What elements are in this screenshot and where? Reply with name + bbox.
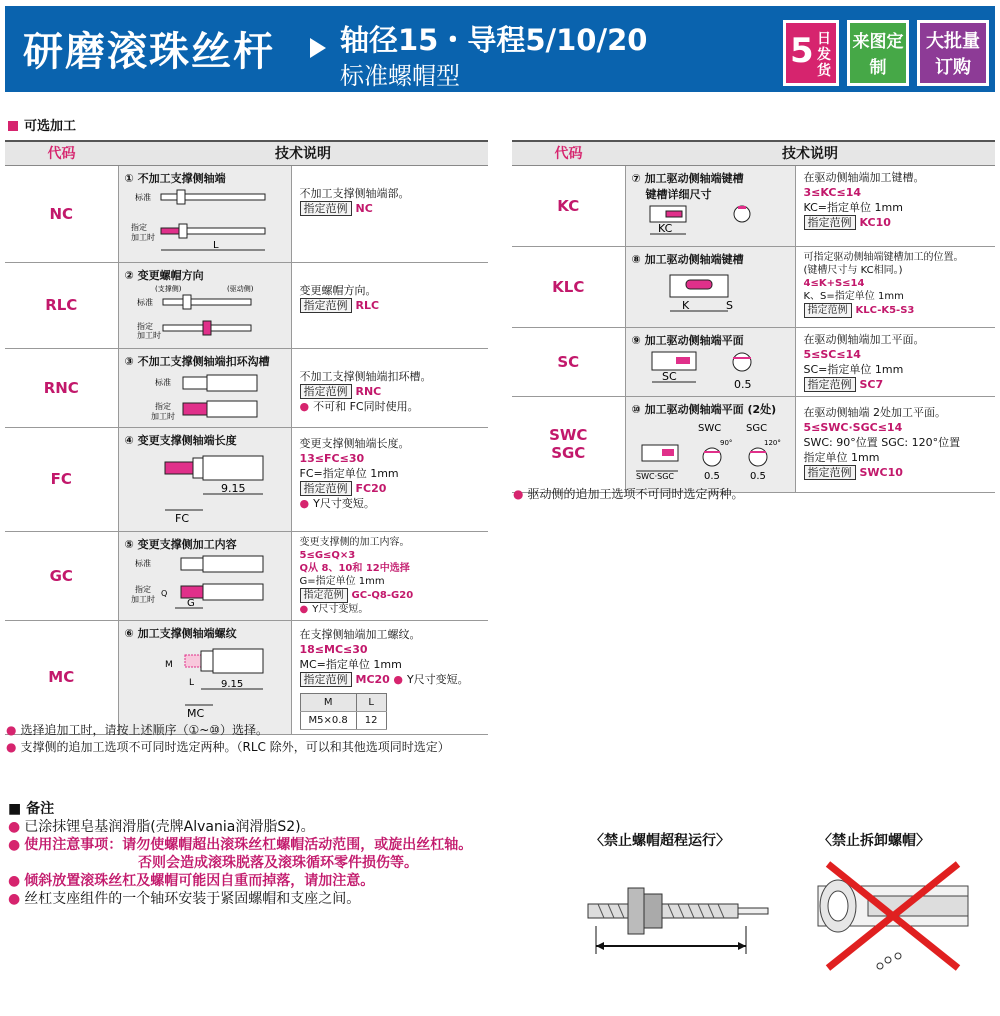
- option-figure: [118, 427, 291, 531]
- option-description: 在驱动侧轴端加工平面。 5≤SC≤14 SC=指定单位 1mm 指定范例 SC7: [795, 327, 995, 396]
- rlc-diagram: [125, 283, 285, 341]
- page-title: 研磨滚珠丝杆: [23, 29, 275, 75]
- option-figure: [118, 262, 291, 348]
- table-row: [5, 348, 488, 427]
- option-code: MC: [5, 620, 118, 734]
- option-figure: [118, 348, 291, 427]
- svg-text:G: G: [186, 597, 195, 609]
- svg-text:0.5: 0.5: [749, 470, 766, 482]
- option-code: FC: [5, 427, 118, 531]
- table-row: [512, 396, 995, 492]
- svg-text:(支撑侧): (支撑侧): [154, 284, 181, 293]
- svg-text:加工时: 加工时: [130, 232, 155, 242]
- option-code: RNC: [5, 348, 118, 427]
- kc-diagram: [632, 202, 782, 242]
- col-desc-header: 技术说明: [625, 141, 995, 165]
- page-subtitle-spec: 轴径15・导程5/10/20: [340, 23, 648, 57]
- table-row: [5, 620, 488, 734]
- table-row: [5, 427, 488, 531]
- option-description: 不加工支撑侧轴端部。 指定范例 NC: [291, 165, 488, 262]
- square-bullet-icon: [8, 121, 18, 131]
- list-item: 否则会造成滚珠脱落及滚珠循环零件损伤等。: [138, 855, 418, 871]
- col-desc-header: 技术说明: [118, 141, 488, 165]
- figure-title: ⑦ 加工驱动侧轴端键槽: [631, 171, 744, 185]
- nc-diagram: [125, 186, 285, 258]
- fc-diagram: [125, 448, 285, 526]
- warning-overtravel-title: 〈禁止螺帽超程运行〉: [590, 833, 730, 849]
- svg-text:9.15: 9.15: [220, 481, 245, 495]
- option-description: 变更支撑侧轴端长度。 13≤FC≤30 FC=指定单位 1mm 指定范例 FC20 ● Y尺寸变短。: [291, 427, 488, 531]
- option-figure: [118, 165, 291, 262]
- remarks-title: ■ 备注: [8, 801, 55, 817]
- col-code-header: 代码: [5, 141, 118, 165]
- figure-title: ② 变更螺帽方向: [124, 268, 204, 282]
- table-row: [512, 246, 995, 327]
- option-figure: [625, 165, 795, 246]
- badge-5day-label: 日发货: [817, 31, 831, 79]
- svg-text:SGC: SGC: [745, 422, 767, 434]
- figure-title: ⑥ 加工支撑侧轴端螺纹: [124, 626, 237, 640]
- disassembly-illustration: [808, 856, 978, 976]
- svg-text:指定: 指定: [130, 222, 147, 232]
- svg-text:M: M: [164, 659, 173, 670]
- svg-text:指定: 指定: [136, 321, 153, 331]
- table-row: [512, 165, 995, 246]
- svg-text:K: K: [681, 298, 689, 312]
- table-row: [5, 165, 488, 262]
- svg-text:SWC·SGC: SWC·SGC: [635, 471, 674, 481]
- list-item: ● 丝杠支座组件的一个轴环安装于紧固螺帽和支座之间。: [8, 891, 361, 907]
- svg-text:120°: 120°: [763, 438, 781, 447]
- svg-text:指定: 指定: [134, 584, 151, 594]
- mc-diagram: [125, 641, 285, 719]
- figure-title: ⑤ 变更支撑侧加工内容: [124, 537, 237, 551]
- list-item: ● 选择追加工时，请按上述顺序（①~⑩）选择。: [6, 723, 269, 737]
- option-code: SC: [512, 327, 625, 396]
- option-code: RLC: [5, 262, 118, 348]
- figure-title: ⑩ 加工驱动侧轴端平面 (2处): [631, 402, 777, 416]
- remarks-section: [8, 800, 472, 908]
- option-figure: [625, 327, 795, 396]
- option-description: 变更支撑侧的加工内容。 5≤G≤Q×3 Q从 8、10和 12中选择 G=指定单位 1mm 指定范例 GC-Q8-G20 ● Y尺寸变短。: [291, 531, 488, 620]
- rnc-diagram: [125, 369, 285, 423]
- swc-sgc-diagram: [632, 417, 782, 487]
- table-row: [5, 531, 488, 620]
- option-description: 可指定驱动侧轴端键槽加工的位置。 (键槽尺寸与 KC相同。) 4≤K+S≤14 K、S=指定单位 1mm 指定范例 KLC-K5-S3: [795, 246, 995, 327]
- mc-thread-table: M L M5×0.8 12: [300, 693, 387, 730]
- svg-text:L: L: [188, 677, 194, 688]
- badge-5day-shipping: [783, 20, 839, 86]
- badge-custom: 来图定制: [847, 20, 909, 86]
- svg-text:SC: SC: [661, 369, 677, 383]
- option-description: 在驱动侧轴端 2处加工平面。 5≤SWC·SGC≤14 SWC: 90°位置 SGC: 120°位置 指定单位 1mm 指定范例 SWC10: [795, 396, 995, 492]
- svg-text:90°: 90°: [719, 438, 732, 447]
- option-code: GC: [5, 531, 118, 620]
- section-title: 可选加工: [8, 115, 76, 134]
- option-figure: [625, 246, 795, 327]
- table-row: [512, 327, 995, 396]
- sc-diagram: [632, 348, 782, 392]
- option-description: 在支撑侧轴端加工螺纹。 18≤MC≤30 MC=指定单位 1mm 指定范例 MC20 ● Y尺寸变短。 M L M5×0.8 12: [291, 620, 488, 734]
- right-note: ● 驱动侧的追加工选项不可同时选定两种。: [513, 487, 744, 501]
- option-description: 在驱动侧轴端加工键槽。 3≤KC≤14 KC=指定单位 1mm 指定范例 KC10: [795, 165, 995, 246]
- svg-text:SWC: SWC: [697, 422, 721, 434]
- svg-text:9.15: 9.15: [220, 678, 243, 690]
- list-item: ● 使用注意事项：请勿使螺帽超出滚珠丝杠螺帽活动范围，或旋出丝杠轴。: [8, 837, 473, 853]
- figure-title: ⑧ 加工驱动侧轴端键槽: [631, 252, 744, 266]
- svg-text:标准: 标准: [154, 377, 171, 387]
- klc-diagram: [632, 267, 782, 321]
- col-code-header: 代码: [512, 141, 625, 165]
- svg-text:标准: 标准: [134, 192, 151, 202]
- option-figure: [118, 531, 291, 620]
- list-item: ● 倾斜放置滚珠丝杠及螺帽可能因自重而掉落，请加注意。: [8, 873, 375, 889]
- svg-text:加工时: 加工时: [150, 411, 175, 421]
- svg-text:0.5: 0.5: [703, 470, 720, 482]
- svg-text:(驱动侧): (驱动侧): [226, 284, 253, 293]
- left-options-table: [5, 140, 488, 735]
- svg-text:指定: 指定: [154, 401, 171, 411]
- svg-text:L: L: [212, 239, 219, 251]
- figure-title: ① 不加工支撑侧轴端: [124, 171, 226, 185]
- page-subtitle-type: 标准螺帽型: [340, 62, 460, 90]
- option-code: KLC: [512, 246, 625, 327]
- option-figure: [625, 396, 795, 492]
- option-description: 不加工支撑侧轴端扣环槽。 指定范例 RNC ● 不可和 FC同时使用。: [291, 348, 488, 427]
- list-item: ● 支撑侧的追加工选项不可同时选定两种。（RLC 除外，可以和其他选项同时选定）: [6, 740, 450, 754]
- figure-title: ④ 变更支撑侧轴端长度: [124, 433, 237, 447]
- list-item: ● 已涂抹锂皂基润滑脂(壳牌Alvania润滑脂S2)。: [8, 819, 315, 835]
- svg-text:0.5: 0.5: [733, 377, 751, 391]
- gc-diagram: [125, 552, 285, 612]
- option-code: SWC SGC: [512, 396, 625, 492]
- warning-disassembly-title: 〈禁止拆卸螺帽〉: [818, 833, 930, 849]
- table-row: [5, 262, 488, 348]
- svg-text:标准: 标准: [134, 558, 151, 568]
- option-description: 变更螺帽方向。 指定范例 RLC: [291, 262, 488, 348]
- svg-text:FC: FC: [174, 511, 189, 525]
- badge-5day-number: 5: [790, 31, 814, 71]
- svg-text:MC: MC: [186, 706, 204, 719]
- figure-title: ⑨ 加工驱动侧轴端平面: [631, 333, 744, 347]
- left-notes: [6, 722, 450, 756]
- svg-text:S: S: [725, 298, 733, 312]
- svg-text:加工时: 加工时: [130, 594, 155, 604]
- arrow-right-icon: [310, 38, 326, 58]
- option-figure: [118, 620, 291, 734]
- badge-bulk-order: 大批量订购: [917, 20, 989, 86]
- figure-subtitle: 键槽详细尺寸: [645, 187, 712, 201]
- figure-title: ③ 不加工支撑侧轴端扣环沟槽: [124, 354, 270, 368]
- right-options-table: [512, 140, 995, 493]
- svg-text:Q: Q: [160, 588, 167, 598]
- svg-text:加工时: 加工时: [136, 330, 161, 340]
- svg-text:KC: KC: [657, 221, 672, 235]
- page-header: [5, 6, 995, 92]
- svg-text:标准: 标准: [136, 297, 153, 307]
- option-code: NC: [5, 165, 118, 262]
- overtravel-illustration: [578, 858, 778, 968]
- option-code: KC: [512, 165, 625, 246]
